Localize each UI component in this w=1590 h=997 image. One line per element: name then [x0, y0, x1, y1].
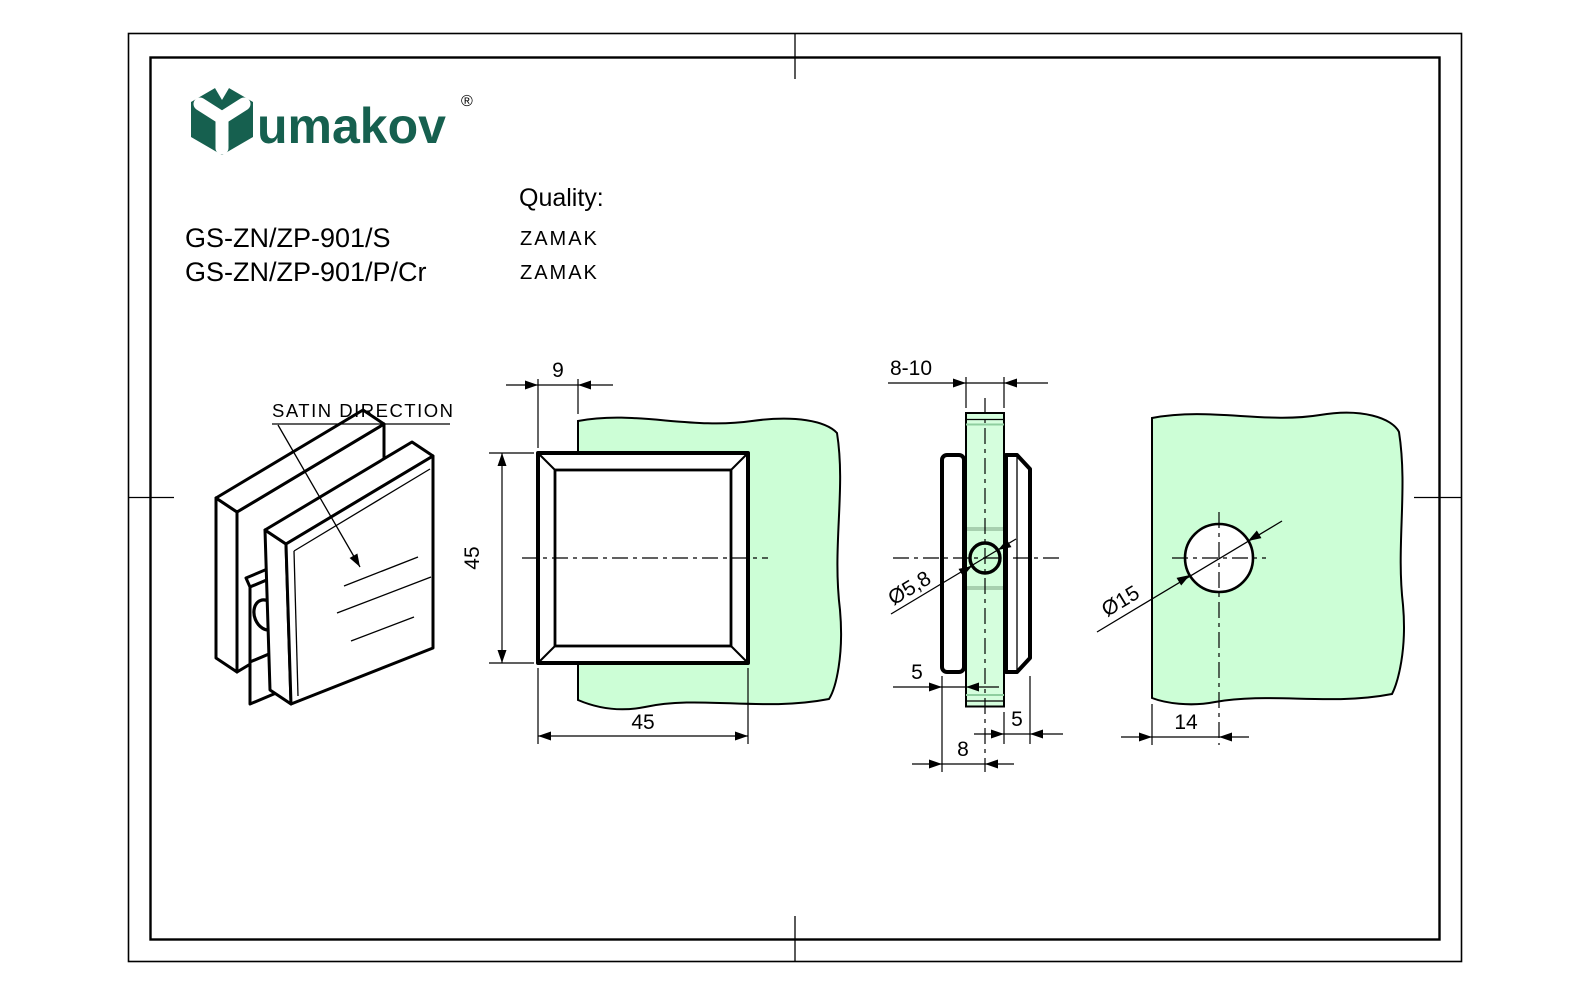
dim-hole-diameter-label: Ø5,8	[884, 566, 936, 611]
title-block	[185, 184, 604, 287]
view-isometric	[216, 400, 455, 704]
brand-logo	[191, 83, 473, 155]
product-code-2: GS-ZN/ZP-901/P/Cr	[185, 257, 427, 287]
product-quality-1: ZAMAK	[520, 228, 599, 250]
quality-label: Quality:	[519, 184, 604, 212]
iso-back-plate-side	[216, 498, 237, 672]
dim-glass-thickness-label: 8-10	[890, 357, 933, 380]
side-left-plate	[942, 455, 964, 672]
dim-height-label: 45	[461, 546, 484, 570]
brand-name: umakov	[257, 98, 446, 154]
satin-direction-label: SATIN DIRECTION	[272, 400, 455, 421]
dimension-glass-thickness	[888, 357, 1048, 408]
product-code-1: GS-ZN/ZP-901/S	[185, 223, 391, 253]
dim-center-offset-label: 8	[957, 738, 969, 761]
dim-width-label: 45	[631, 711, 655, 734]
dim-edge-distance-label: 14	[1174, 711, 1198, 734]
dimension-center-offset	[912, 738, 1014, 769]
dim-right-gap-label: 5	[1011, 708, 1023, 731]
dim-glass-offset-label: 9	[552, 359, 564, 382]
view-side	[884, 357, 1063, 772]
view-panel	[1097, 413, 1404, 745]
side-right-plate	[1006, 455, 1030, 672]
dimension-edge-distance	[1121, 704, 1249, 745]
product-quality-2: ZAMAK	[520, 262, 599, 284]
dim-left-gap-label: 5	[911, 661, 923, 684]
registered-mark: ®	[461, 93, 473, 110]
view-front	[461, 359, 841, 744]
dim-panel-hole-label: Ø15	[1097, 581, 1144, 622]
